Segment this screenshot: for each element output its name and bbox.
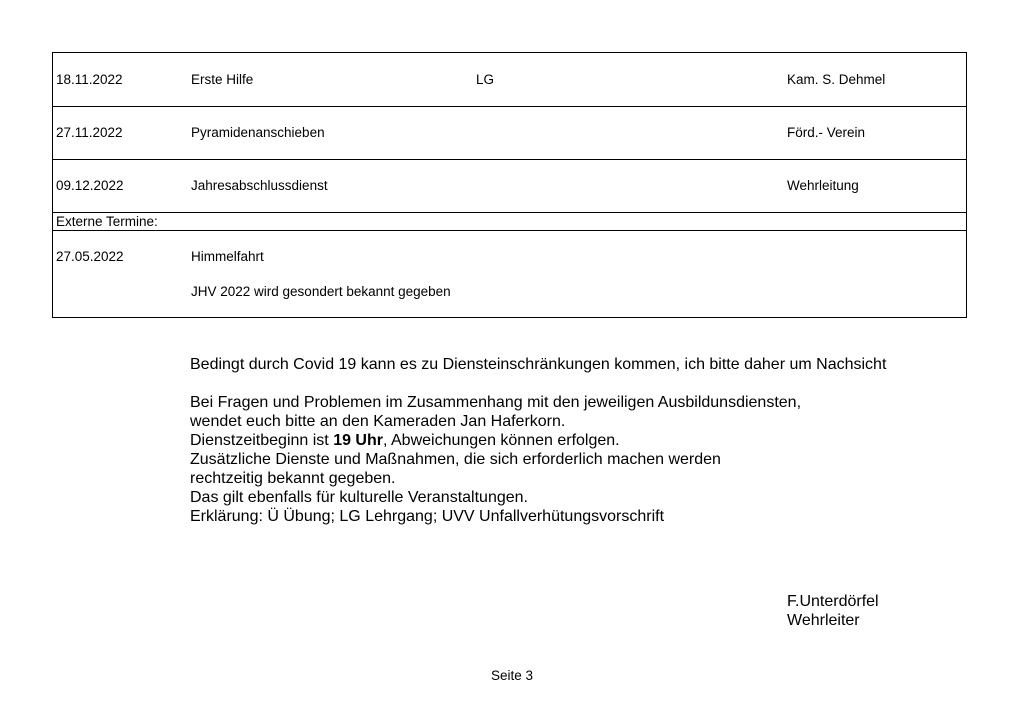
- notes-block: [190, 355, 886, 526]
- contact-line: Bei Fragen und Problemen im Zusammenhang mit den jeweiligen Ausbildunsdiensten,: [190, 394, 802, 411]
- row-title: Jahresabschlussdienst: [191, 178, 328, 193]
- start-suffix: , Abweichungen können erfolgen.: [382, 432, 620, 449]
- signature-role: Wehrleiter: [787, 612, 860, 629]
- table-row: [53, 107, 966, 160]
- external-section-header: [53, 213, 966, 231]
- row-type: LG: [476, 72, 495, 87]
- row-responsible: Förd.- Verein: [787, 125, 866, 140]
- start-prefix: Dienstzeitbeginn ist: [190, 432, 334, 449]
- row-date: 27.11.2022: [56, 125, 123, 140]
- table-row: [53, 53, 966, 107]
- start-time: 19 Uhr: [333, 432, 383, 449]
- extra-line: Zusätzliche Dienste und Maßnahmen, die sich erforderlich machen werden: [190, 451, 721, 468]
- row-date: 09.12.2022: [56, 178, 124, 193]
- start-time-line: [190, 431, 886, 450]
- row-date: 27.05.2022: [56, 249, 124, 264]
- extra-line: rechtzeitig bekannt gegeben.: [190, 470, 396, 487]
- signature-name: F.Unterdörfel: [787, 593, 879, 610]
- row-title: Erste Hilfe: [191, 72, 254, 87]
- row-note: JHV 2022 wird gesondert bekannt gegeben: [191, 284, 451, 299]
- signature-block: [787, 592, 879, 630]
- page-number: Seite 3: [490, 668, 534, 683]
- legend-note: Erklärung: Ü Übung; LG Lehrgang; UVV Unfallverhütungsvorschrift: [190, 508, 665, 525]
- row-title: Himmelfahrt: [191, 249, 264, 264]
- covid-note: Bedingt durch Covid 19 kann es zu Diensteinschränkungen kommen, ich bitte daher um Nachsicht: [190, 356, 887, 373]
- cultural-note: Das gilt ebenfalls für kulturelle Veranstaltungen.: [190, 489, 528, 506]
- row-date: 18.11.2022: [56, 72, 123, 87]
- table-row: [53, 160, 966, 213]
- row-responsible: Wehrleitung: [787, 178, 859, 193]
- table-row: [53, 231, 966, 317]
- contact-line: wendet euch bitte an den Kameraden Jan Haferkorn.: [190, 413, 566, 430]
- row-title: Pyramidenanschieben: [191, 125, 325, 140]
- schedule-table: [52, 52, 967, 318]
- row-responsible: Kam. S. Dehmel: [787, 72, 886, 87]
- external-label: Externe Termine:: [56, 214, 158, 229]
